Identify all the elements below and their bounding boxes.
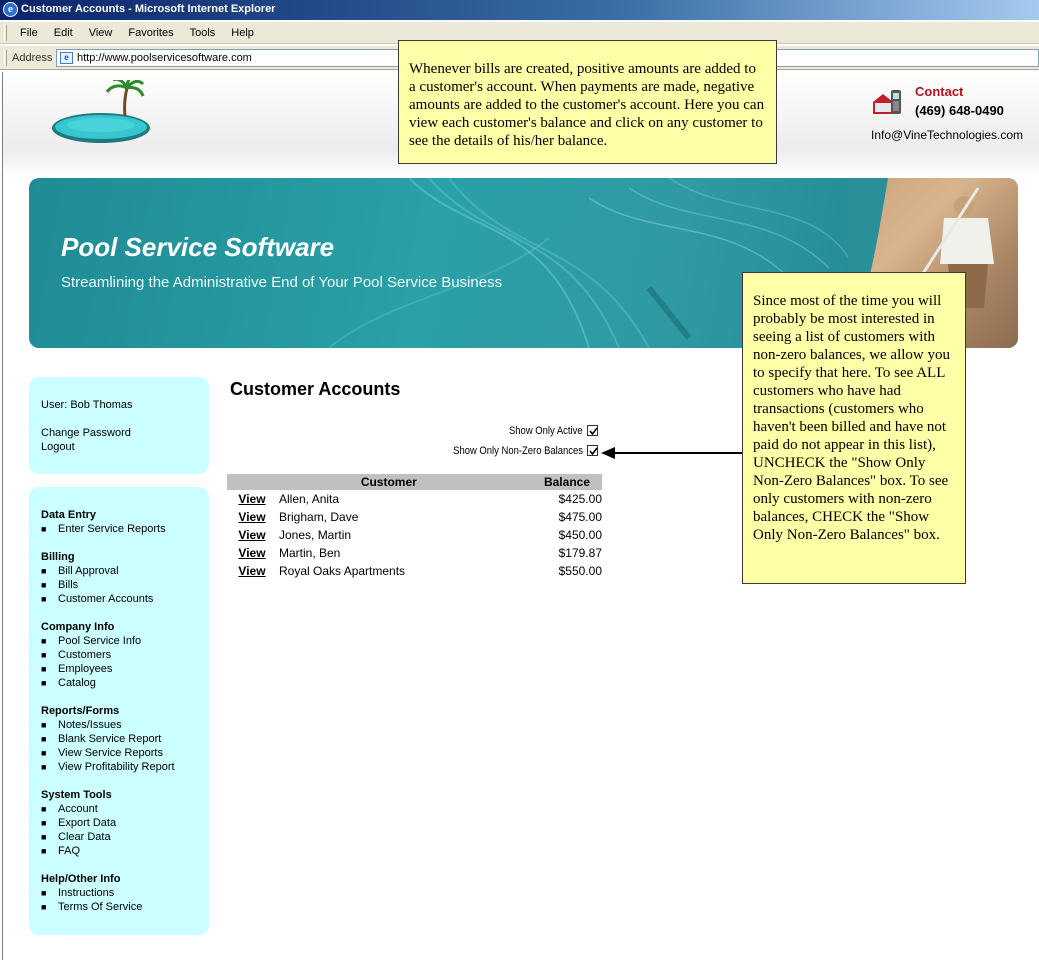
bullet-icon: ■ — [41, 762, 47, 772]
nav-item-employees[interactable]: ■ Employees — [41, 663, 113, 675]
nav-item-terms-of-service[interactable]: ■ Terms Of Service — [41, 901, 143, 913]
user-name: User: Bob Thomas — [41, 399, 133, 411]
customer-name: Martin, Ben — [279, 546, 341, 560]
callout-arrow — [601, 446, 743, 460]
table-header-row — [227, 474, 602, 490]
show-only-active-checkbox[interactable] — [587, 425, 598, 436]
bullet-icon: ■ — [41, 678, 47, 688]
nav-item-customer-accounts[interactable]: ■ Customer Accounts — [41, 593, 154, 605]
contact-block — [869, 82, 1039, 144]
customer-name: Royal Oaks Apartments — [279, 564, 406, 578]
browser-viewport — [2, 72, 1039, 960]
menu-view[interactable]: View — [88, 27, 113, 39]
toolbar-grip[interactable] — [4, 50, 7, 66]
bullet-icon: ■ — [41, 748, 47, 758]
bullet-icon: ■ — [41, 566, 47, 576]
bullet-icon: ■ — [41, 888, 47, 898]
checkmark-icon — [588, 446, 599, 457]
bullet-icon: ■ — [41, 664, 47, 674]
page-title: Customer Accounts — [230, 379, 401, 399]
customer-balance: $425.00 — [558, 492, 602, 506]
bullet-icon: ■ — [41, 580, 47, 590]
bullet-icon: ■ — [41, 636, 47, 646]
table-row — [227, 544, 602, 562]
customer-balance: $179.87 — [558, 546, 602, 560]
nav-item-view-service-reports[interactable]: ■ View Service Reports — [41, 747, 163, 759]
bullet-icon: ■ — [41, 804, 47, 814]
menu-help[interactable]: Help — [231, 27, 254, 39]
customer-balance: $450.00 — [558, 528, 602, 542]
nav-item-account[interactable]: ■ Account — [41, 803, 98, 815]
contact-label: Contact — [915, 84, 964, 99]
sidebar-nav — [29, 487, 209, 935]
banner-title: Pool Service Software — [61, 232, 335, 262]
column-header-customer: Customer — [277, 474, 501, 490]
menu-tools[interactable]: Tools — [189, 27, 216, 39]
window-title: Customer Accounts - Microsoft Internet Explorer — [21, 3, 276, 15]
show-only-nonzero-checkbox[interactable] — [587, 445, 598, 456]
pool-logo-icon — [47, 80, 151, 146]
table-row — [227, 490, 602, 508]
bullet-icon: ■ — [41, 734, 47, 744]
nav-heading-help-other-info: Help/Other Info — [41, 873, 121, 885]
logout-link[interactable]: Logout — [41, 441, 75, 453]
column-header-balance: Balance — [501, 474, 602, 490]
nav-item-faq[interactable]: ■ FAQ — [41, 845, 81, 857]
view-link[interactable]: View — [238, 510, 266, 524]
page-icon: e — [60, 52, 73, 64]
nav-heading-company-info: Company Info — [41, 621, 115, 633]
checkmark-icon — [588, 426, 599, 437]
address-url[interactable]: http://www.poolservicesoftware.com — [77, 52, 252, 64]
nav-item-enter-service-reports[interactable]: ■ Enter Service Reports — [41, 523, 166, 535]
table-row — [227, 508, 602, 526]
customer-balance: $475.00 — [558, 510, 602, 524]
nav-item-bills[interactable]: ■ Bills — [41, 579, 79, 591]
nav-item-instructions[interactable]: ■ Instructions — [41, 887, 115, 899]
nav-item-blank-service-report[interactable]: ■ Blank Service Report — [41, 733, 162, 745]
phone-icon — [871, 88, 903, 116]
customer-accounts-table — [227, 474, 602, 580]
bullet-icon: ■ — [41, 594, 47, 604]
change-password-link[interactable]: Change Password — [41, 427, 131, 439]
toolbar-grip[interactable] — [4, 25, 7, 41]
internet-explorer-icon: e — [3, 2, 18, 17]
nav-heading-billing: Billing — [41, 551, 75, 563]
view-link[interactable]: View — [238, 528, 266, 542]
menu-favorites[interactable]: Favorites — [128, 27, 174, 39]
view-link[interactable]: View — [238, 492, 266, 506]
customer-name: Allen, Anita — [279, 492, 340, 506]
nav-item-catalog[interactable]: ■ Catalog — [41, 677, 96, 689]
contact-email[interactable]: Info@VineTechnologies.com — [871, 128, 1024, 142]
nav-item-view-profitability-report[interactable]: ■ View Profitability Report — [41, 761, 175, 773]
nav-item-export-data[interactable]: ■ Export Data — [41, 817, 117, 829]
bullet-icon: ■ — [41, 846, 47, 856]
menu-file[interactable]: File — [20, 27, 38, 39]
table-row — [227, 562, 602, 580]
customer-name: Brigham, Dave — [279, 510, 359, 524]
window-titlebar — [0, 0, 1039, 20]
nav-heading-data-entry: Data Entry — [41, 509, 97, 521]
address-label: Address — [12, 52, 53, 64]
nav-item-customers[interactable]: ■ Customers — [41, 649, 112, 661]
view-link[interactable]: View — [238, 564, 266, 578]
table-header-spacer — [227, 474, 277, 490]
nav-item-notes-issues[interactable]: ■ Notes/Issues — [41, 719, 122, 731]
bullet-icon: ■ — [41, 650, 47, 660]
nav-item-clear-data[interactable]: ■ Clear Data — [41, 831, 111, 843]
callout-balance-explanation: Whenever bills are created, positive amounts are added to a customer's account. When payments are made, negative amounts are added to the customer's account. Here you can view each customer's balance and click on any customer to see the details of his/her balance. — [398, 40, 777, 164]
bullet-icon: ■ — [41, 832, 47, 842]
nav-heading-reports-forms: Reports/Forms — [41, 705, 120, 717]
filter-active-label: Show Only Active — [509, 425, 583, 437]
bullet-icon: ■ — [41, 524, 47, 534]
menu-edit[interactable]: Edit — [53, 27, 73, 39]
nav-item-pool-service-info[interactable]: ■ Pool Service Info — [41, 635, 142, 647]
filter-nonzero-label: Show Only Non-Zero Balances — [453, 445, 583, 457]
customer-name: Jones, Martin — [279, 528, 352, 542]
bullet-icon: ■ — [41, 818, 47, 828]
customer-balance: $550.00 — [558, 564, 602, 578]
callout-filter-explanation: Since most of the time you will probably be most interested in seeing a list of customers with non-zero balances, we allow you to specify that here. To see ALL customers who have had transactions (customers who haven't been billed and have not paid do not appear in this list), UNCHECK the "Show Only Non-Zero Balances" box. To see only customers with non-zero balances, CHECK the "Show Only Non-Zero Balances" box. — [742, 272, 966, 584]
banner-subtitle: Streamlining the Administrative End of Your Pool Service Business — [61, 274, 503, 291]
nav-item-bill-approval[interactable]: ■ Bill Approval — [41, 565, 119, 577]
contact-phone: (469) 648-0490 — [915, 103, 1004, 118]
nav-heading-system-tools: System Tools — [41, 789, 112, 801]
table-row — [227, 526, 602, 544]
user-panel — [29, 377, 209, 474]
view-link[interactable]: View — [238, 546, 266, 560]
bullet-icon: ■ — [41, 720, 47, 730]
bullet-icon: ■ — [41, 902, 47, 912]
